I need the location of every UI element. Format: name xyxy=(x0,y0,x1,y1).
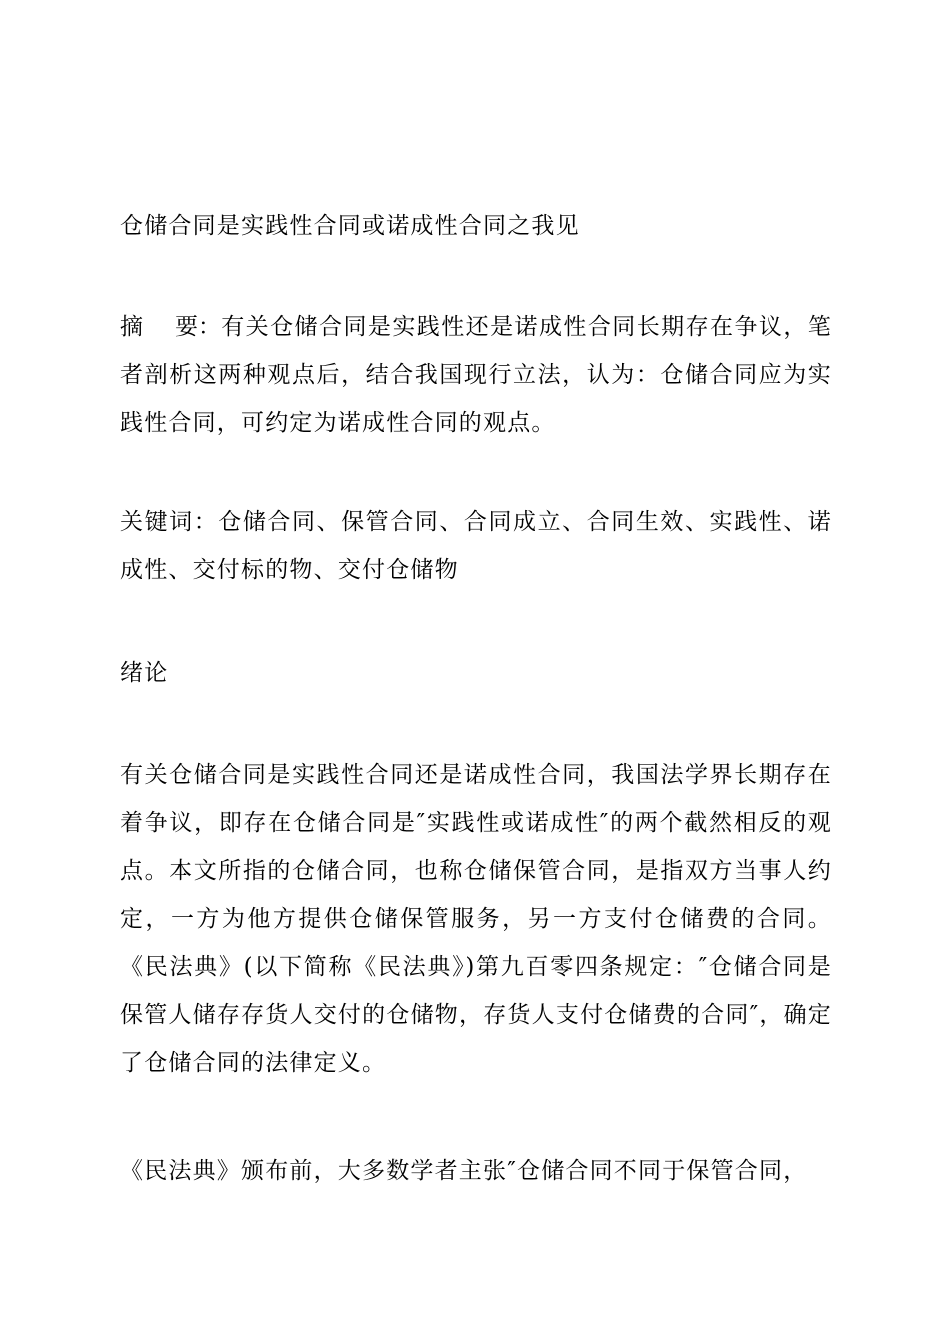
abstract-text: 有关仓储合同是实践性还是诺成性合同长期存在争议，笔者剖析这两种观点后，结合我国现行立法，认为：仓储合同应为实践性合同，可约定为诺成性合同的观点。 xyxy=(120,314,832,436)
keywords-paragraph: 关键词：仓储合同、保管合同、合同成立、合同生效、实践性、诺成性、交付标的物、交付仓储物 xyxy=(120,509,832,583)
section-heading: 绪论 xyxy=(120,660,169,686)
body-paragraph: 有关仓储合同是实践性合同还是诺成性合同，我国法学界长期存在着争议，即存在仓储合同是″实践性或诺成性″的两个截然相反的观点。本文所指的仓储合同，也称仓储保管合同，是指双方当事人约定，一方为他方提供仓储保管服务，另一方支付仓储费的合同。《民法典》(以下简称《民法典》)第九百零四条规定：″仓储合同是保管人储存存货人交付的仓储物，存货人支付仓储费的合同″，确定了仓储合同的法律定义。 xyxy=(120,762,832,1076)
abstract-label-second: 要： xyxy=(175,314,221,340)
abstract-label-first: 摘 xyxy=(120,314,143,340)
body-paragraph: 《民法典》颁布前，大多数学者主张″仓储合同不同于保管合同， xyxy=(120,1158,808,1184)
document-title: 仓储合同是实践性合同或诺成性合同之我见 xyxy=(120,213,580,239)
abstract-paragraph xyxy=(120,303,832,447)
